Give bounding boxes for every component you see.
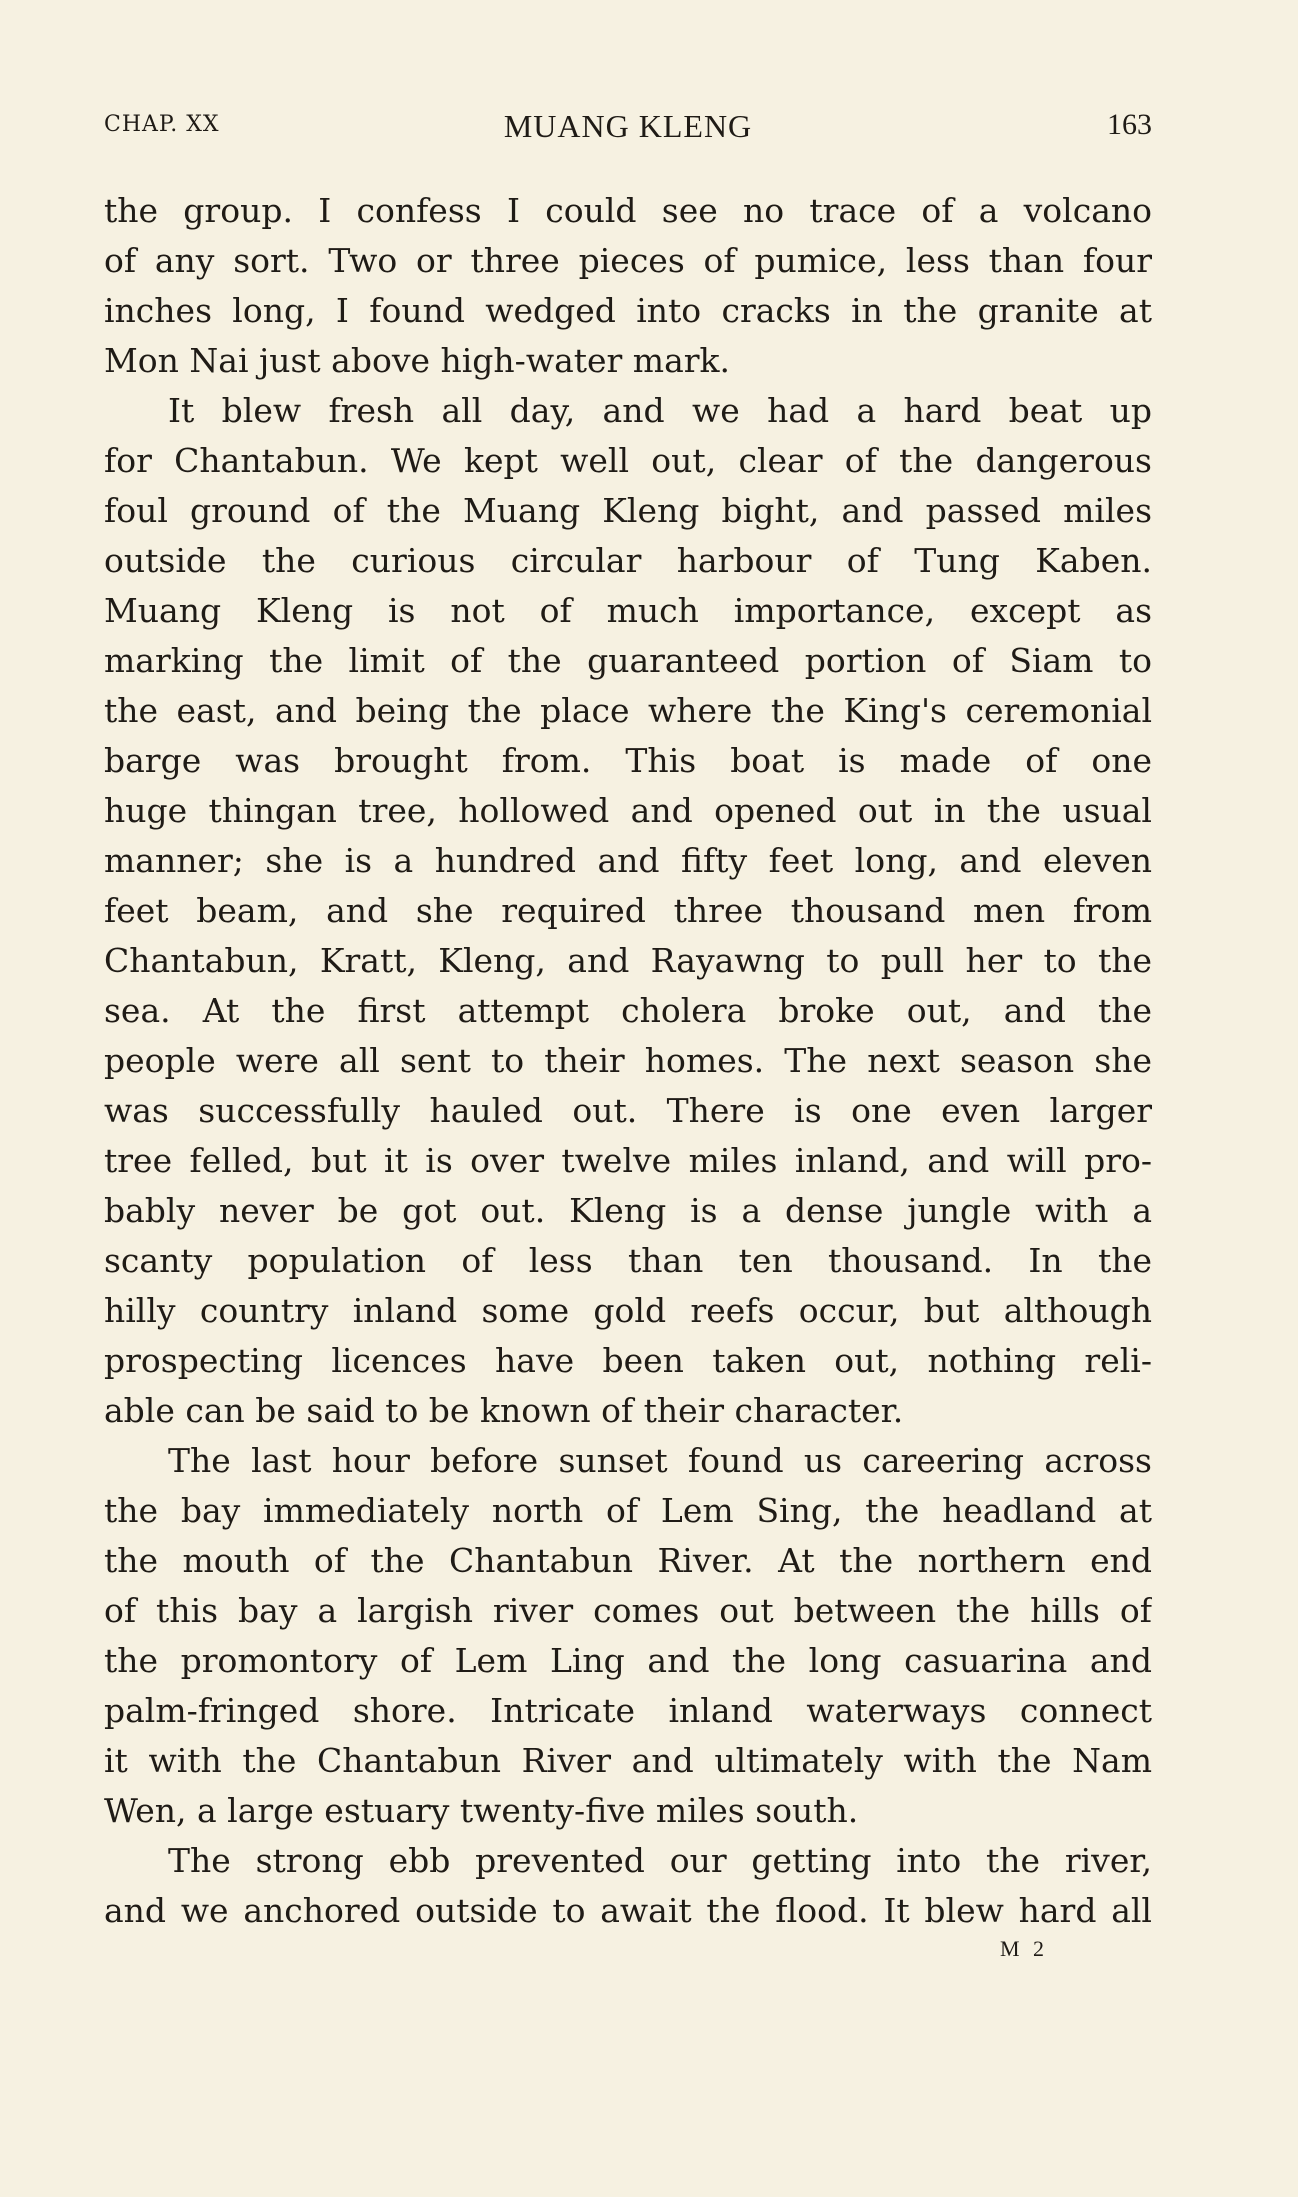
text-line: Mon Nai just above high-water mark. bbox=[104, 341, 731, 380]
text-line: foul ground of the Muang Kleng bight, and passed miles bbox=[104, 491, 1152, 530]
chapter-title: MUANG KLENG bbox=[503, 108, 753, 144]
text-line: outside the curious circular harbour of Tung Kaben. bbox=[104, 541, 1152, 580]
signature-mark: M 2 bbox=[1000, 1936, 1049, 1961]
text-line: feet beam, and she required three thousand men from bbox=[104, 891, 1152, 930]
text-line: the promontory of Lem Ling and the long casuarina and bbox=[104, 1641, 1152, 1680]
text-line: prospecting licences have been taken out, nothing reli- bbox=[104, 1341, 1152, 1380]
text-line: it with the Chantabun River and ultimately with the Nam bbox=[104, 1741, 1152, 1780]
text-line: and we anchored outside to await the flood. It blew hard all bbox=[104, 1891, 1152, 1930]
text-line: huge thingan tree, hollowed and opened out in the usual bbox=[104, 791, 1152, 830]
text-line: able can be said to be known of their character. bbox=[104, 1391, 904, 1430]
text-line: bably never be got out. Kleng is a dense jungle with a bbox=[104, 1191, 1152, 1230]
text-line: sea. At the first attempt cholera broke out, and the bbox=[104, 991, 1152, 1030]
text-line: the mouth of the Chantabun River. At the northern end bbox=[104, 1541, 1152, 1580]
text-line: the bay immediately north of Lem Sing, the headland at bbox=[104, 1491, 1152, 1530]
text-line: The last hour before sunset found us careering across bbox=[168, 1441, 1152, 1480]
text-line: scanty population of less than ten thousand. In the bbox=[104, 1241, 1152, 1280]
text-line: the group. I confess I could see no trace of a volcano bbox=[104, 191, 1152, 230]
running-head bbox=[104, 108, 1152, 148]
text-line: manner; she is a hundred and fifty feet long, and eleven bbox=[104, 841, 1152, 880]
text-line: Chantabun, Kratt, Kleng, and Rayawng to pull her to the bbox=[104, 941, 1152, 980]
text-line: Muang Kleng is not of much importance, except as bbox=[104, 591, 1152, 630]
text-line: of this bay a largish river comes out between the hills of bbox=[104, 1591, 1152, 1630]
text-line: tree felled, but it is over twelve miles inland, and will pro- bbox=[104, 1141, 1152, 1180]
text-line: people were all sent to their homes. The next season she bbox=[104, 1041, 1152, 1080]
text-line: was successfully hauled out. There is one even larger bbox=[104, 1091, 1152, 1130]
text-line: inches long, I found wedged into cracks in the granite at bbox=[104, 291, 1152, 330]
text-line: palm-fringed shore. Intricate inland waterways connect bbox=[104, 1691, 1152, 1730]
page-number: 163 bbox=[1107, 108, 1152, 141]
text-line: It blew fresh all day, and we had a hard beat up bbox=[168, 391, 1152, 430]
chapter-label: CHAP. XX bbox=[104, 112, 220, 137]
text-line: hilly country inland some gold reefs occur, but although bbox=[104, 1291, 1152, 1330]
text-line: The strong ebb prevented our getting into the river, bbox=[168, 1841, 1152, 1880]
text-line: the east, and being the place where the King's ceremonial bbox=[104, 691, 1152, 730]
text-line: Wen, a large estuary twenty-five miles south. bbox=[104, 1791, 859, 1830]
text-line: marking the limit of the guaranteed portion of Siam to bbox=[104, 641, 1152, 680]
text-line: barge was brought from. This boat is made of one bbox=[104, 741, 1152, 780]
text-line: for Chantabun. We kept well out, clear of the dangerous bbox=[104, 441, 1152, 480]
body-text bbox=[104, 186, 1152, 1936]
text-line: of any sort. Two or three pieces of pumice, less than four bbox=[104, 241, 1152, 280]
